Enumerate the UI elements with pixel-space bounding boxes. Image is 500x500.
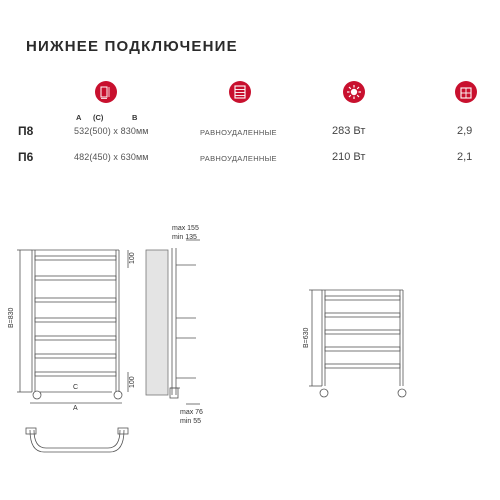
model-name: П6 <box>18 150 34 164</box>
front-view-p8 <box>17 250 128 403</box>
page-title: НИЖНЕЕ ПОДКЛЮЧЕНИЕ <box>26 38 238 55</box>
max76-label: max 76 <box>180 409 203 416</box>
dims-header-b: В <box>132 113 138 122</box>
model-connection: РАВНОУДАЛЕННЫЕ <box>200 128 277 137</box>
model-power: 210 Вт <box>332 151 366 163</box>
side-view <box>146 240 200 404</box>
c-label: С <box>73 384 79 391</box>
min135-label: min 135 <box>172 234 197 241</box>
model-area: 2,1 <box>457 151 473 163</box>
model-dimensions: 482(450) х 630мм <box>74 152 149 162</box>
model-dimensions: 532(500) х 830мм <box>74 126 149 136</box>
top-view-p8 <box>26 428 128 452</box>
model-name: П8 <box>18 124 34 138</box>
model-connection: РАВНОУДАЛЕННЫЕ <box>200 154 277 163</box>
front-view-p6 <box>309 290 406 397</box>
gap-label-bottom: 100 <box>129 376 136 388</box>
gap-label-top: 100 <box>129 252 136 264</box>
height-label-p8: В=830 <box>8 307 15 328</box>
dims-header-c: (С) <box>93 113 104 122</box>
dims-header-a: А <box>76 113 82 122</box>
a-label: А <box>73 405 78 412</box>
model-area: 2,9 <box>457 125 473 137</box>
min55-label: min 55 <box>180 418 202 425</box>
max155-label: max 155 <box>172 225 199 232</box>
height-label-p6: В=630 <box>303 327 310 348</box>
model-power: 283 Вт <box>332 125 366 137</box>
